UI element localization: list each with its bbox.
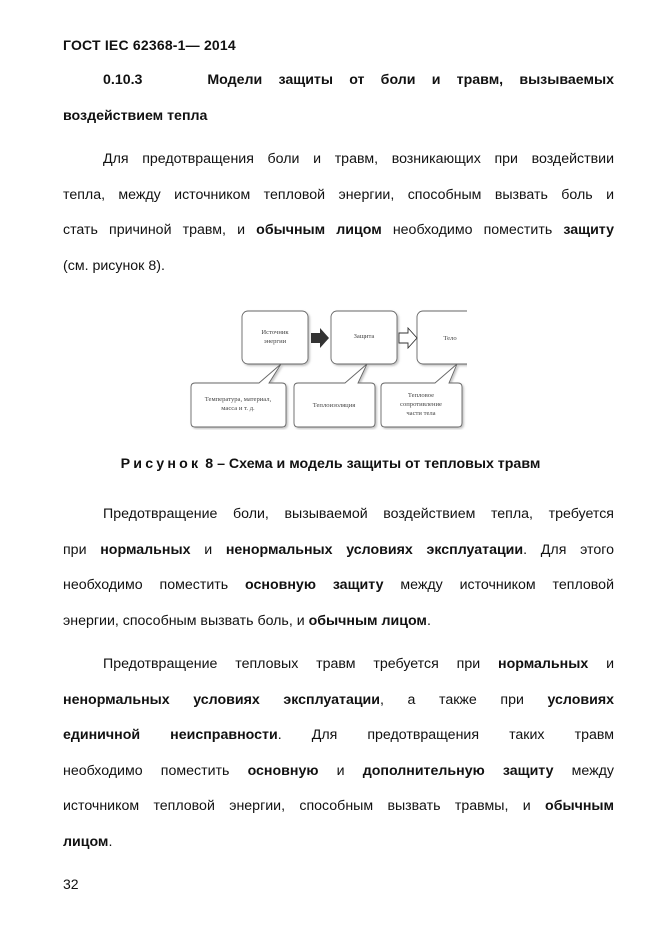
text-run: . Для этого (523, 541, 615, 558)
term-abnormal-conditions: ненормальных условиях эксплуатации (63, 691, 380, 708)
text-run: . (108, 833, 113, 850)
text-run: и (318, 762, 363, 779)
callout-2-label: Теплоизоляция (312, 402, 356, 409)
paragraph-1 (63, 142, 614, 284)
figure-caption (0, 456, 661, 472)
text-run: стать причиной травм, и (63, 222, 257, 239)
text-run: и (588, 656, 615, 672)
term-ordinary: обычным (545, 798, 614, 815)
section-number: 0.10.3 (103, 72, 143, 88)
document-header: ГОСТ IEC 62368-1— 2014 (63, 37, 236, 53)
page-number: 32 (63, 876, 79, 892)
paragraph-1-line-2: тепла, между источником тепловой энергии, способным вызвать боль и (63, 186, 614, 203)
paragraph-3-line-5 (63, 789, 614, 825)
paragraph-2-line-2 (63, 533, 614, 569)
term-safeguard: защиту (563, 222, 614, 239)
body-label: Тело (443, 335, 457, 342)
term-ordinary-person: обычным лицом (308, 612, 427, 629)
text-run: необходимо поместить (63, 577, 246, 594)
callout-3-line-3: части тела (406, 410, 436, 417)
text-run: между (553, 762, 614, 779)
text-run: при (63, 541, 101, 558)
paragraph-2-line-4 (63, 604, 614, 640)
callout-3-line-1: Тепловое (407, 392, 435, 399)
callout-1-line-1: Температура, материал, (204, 396, 272, 403)
section-title-part-2: воздействием тепла (63, 107, 208, 124)
text-run: . Для предотвращения таких травм (277, 727, 614, 744)
paragraph-3-line-1 (63, 647, 614, 683)
energy-source-label-1: Источник (261, 329, 289, 336)
text-run: энергии, способным вызвать боль, и (63, 612, 309, 629)
text-run: необходимо поместить (63, 762, 248, 779)
text-run: источником тепловой энергии, способным вызвать травмы, и (63, 798, 546, 815)
term-supplementary-safeguard: дополнительную защиту (362, 762, 554, 779)
paragraph-3 (63, 647, 614, 861)
diagram-svg (187, 300, 467, 430)
paragraph-1-line-1: Для предотвращения боли и травм, возникающих при воздействии (103, 151, 614, 167)
figure-8-diagram (187, 300, 467, 430)
paragraph-3-line-4 (63, 754, 614, 790)
text-run: между источником тепловой (383, 577, 614, 594)
term-normal: нормальных (100, 541, 191, 558)
section-heading-line-1 (63, 63, 614, 99)
term-single-fault: единичной неисправности (63, 727, 278, 744)
safeguard-label: Защита (353, 333, 375, 340)
term-person: лицом (63, 833, 109, 850)
term-basic: основную (247, 762, 319, 779)
paragraph-3-line-3 (63, 718, 614, 754)
outline-arrow-icon (399, 328, 417, 348)
caption-label: Рисунок (120, 456, 202, 472)
body-box (417, 311, 467, 364)
paragraph-3-line-2 (63, 683, 614, 719)
text-run: и (190, 541, 226, 558)
paragraph-3-line-6 (63, 825, 614, 861)
paragraph-1-line-4: (см. рисунок 8). (63, 257, 165, 274)
paragraph-1-line-3 (63, 213, 614, 249)
paragraph-2-line-3 (63, 568, 614, 604)
text-run: . (426, 612, 431, 629)
caption-text: 8 – Схема и модель защиты от тепловых травм (201, 456, 541, 472)
section-title-part-1: Модели защиты от боли и травм, вызываемых (207, 72, 614, 88)
text-run: Предотвращение тепловых травм требуется при (103, 656, 498, 672)
paragraph-2 (63, 497, 614, 639)
paragraph-2-line-1: Предотвращение боли, вызываемой воздействием тепла, требуется (103, 506, 614, 522)
term-ordinary-person: обычным лицом (256, 222, 382, 239)
term-normal: нормальных (498, 656, 589, 672)
section-heading (63, 63, 614, 134)
solid-arrow-icon (311, 328, 329, 348)
term-conditions: условиях (547, 691, 614, 708)
callout-thermal-insulation (294, 364, 375, 427)
callout-3-line-2: сопротивление (400, 401, 442, 408)
text-run: , а также при (380, 691, 548, 708)
callout-1-line-2: масса и т. д. (221, 405, 255, 412)
term-abnormal-conditions: ненормальных условиях эксплуатации (225, 541, 524, 558)
energy-source-label-2: энергии (263, 338, 287, 345)
term-basic-safeguard: основную защиту (245, 577, 384, 594)
text-run: необходимо поместить (381, 222, 564, 239)
